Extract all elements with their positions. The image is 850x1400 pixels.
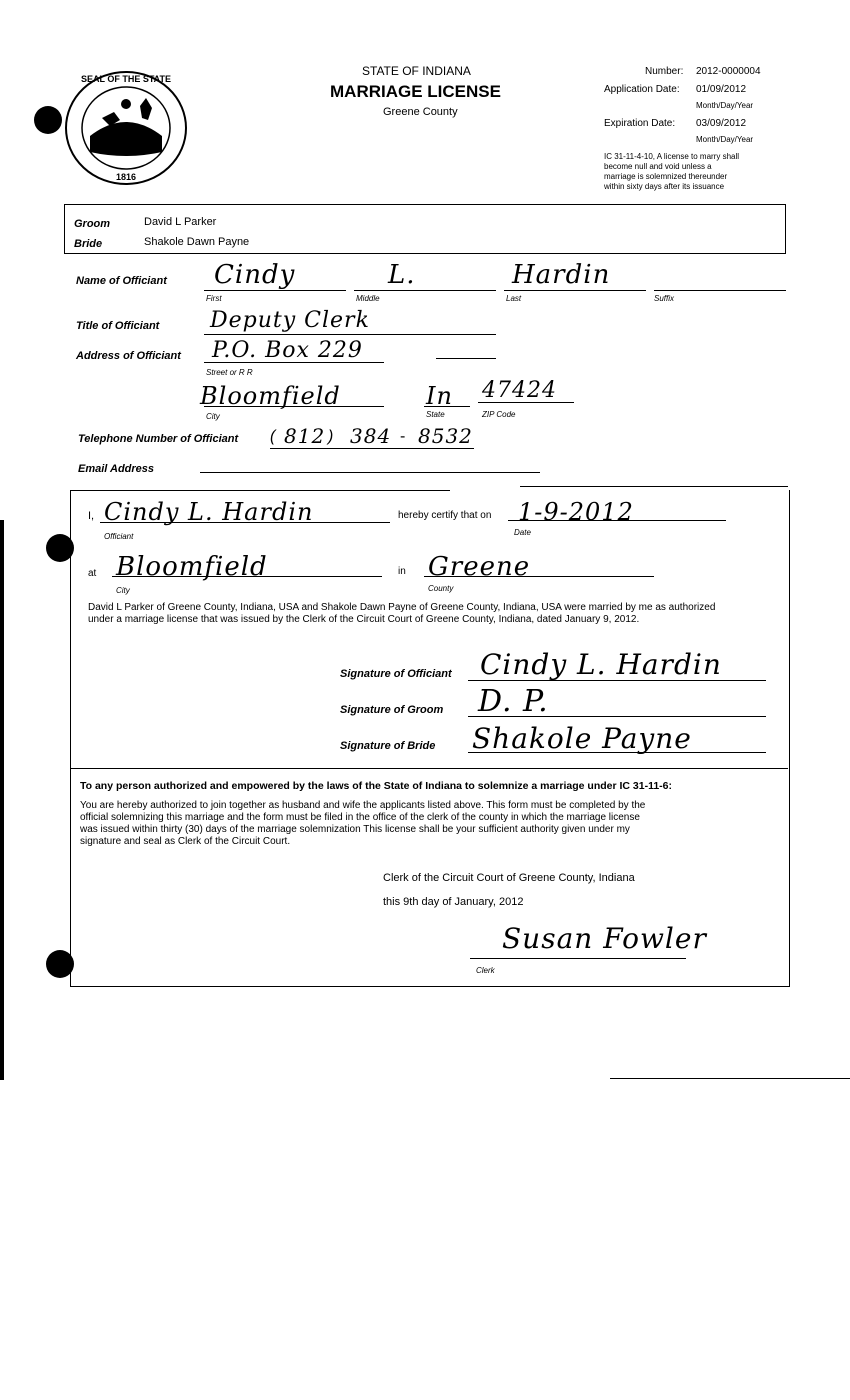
phone-open-paren: ( — [270, 428, 276, 445]
zip-handwritten: 47424 — [482, 378, 557, 403]
cert-city-handwritten: Bloomfield — [116, 552, 268, 582]
sig-officiant-handwritten: Cindy L. Hardin — [480, 648, 722, 681]
marriage-statement: David L Parker of Greene County, Indiana, USA and Shakole Dawn Payne of Greene County, Indiana, USA were married by me as authorized under a marriage license that was issued by the Clerk of the Circuit Court of Greene County, Indiana, dated January 9, 2012. — [88, 602, 716, 625]
ic-note: IC 31-11-4-10, A license to marry shall become null and void unless a marriage is solemnized thereunder within sixty days after its issuance — [604, 152, 740, 191]
email-label: Email Address — [78, 463, 155, 475]
license-number: 2012-0000004 — [696, 66, 761, 77]
cert-date-handwritten: 1-9-2012 — [518, 498, 634, 526]
state-handwritten: In — [426, 382, 453, 410]
bottom-scan-line — [610, 1078, 850, 1079]
bride-label: Bride — [74, 238, 103, 250]
certify-text: hereby certify that on — [398, 510, 492, 521]
street-label: Street or R R — [206, 368, 253, 377]
state-seal-icon — [62, 68, 190, 188]
address-handwritten: P.O. Box 229 — [212, 338, 363, 363]
left-edge-bar — [0, 520, 4, 1080]
cert-officiant-handwritten: Cindy L. Hardin — [104, 498, 314, 526]
at-label: at — [88, 568, 97, 579]
officiant-middle-handwritten: L. — [388, 260, 416, 290]
suffix-label: Suffix — [654, 294, 675, 303]
groom-label: Groom — [74, 218, 111, 230]
issue-day: this 9th day of January, 2012 — [383, 896, 524, 908]
groom-name: David L Parker — [144, 216, 217, 228]
phone-area-handwritten: 812 — [284, 424, 326, 448]
authorization-heading: To any person authorized and empowered by the laws of the State of Indiana to solemnize a marriage under IC 31-11-6: — [80, 780, 673, 792]
svg-text:1816: 1816 — [115, 172, 137, 182]
cert-city-label: City — [116, 586, 130, 595]
bride-name: Shakole Dawn Payne — [144, 236, 250, 248]
phone-label: Telephone Number of Officiant — [78, 433, 239, 445]
sig-groom-label: Signature of Groom — [340, 704, 444, 716]
i-label: I, — [88, 510, 95, 522]
title-label: Title of Officiant — [76, 320, 160, 332]
last-label: Last — [506, 294, 522, 303]
middle-label: Middle — [356, 294, 380, 303]
date-format-2: Month/Day/Year — [696, 135, 754, 144]
clerk-label: Clerk — [476, 966, 495, 975]
document-title: MARRIAGE LICENSE — [330, 82, 501, 101]
app-date: 01/09/2012 — [696, 84, 747, 95]
officiant-last-handwritten: Hardin — [512, 260, 611, 290]
cert-officiant-label: Officiant — [104, 532, 134, 541]
state-label: State — [426, 410, 445, 419]
officiant-name-label: Name of Officiant — [76, 275, 167, 287]
in-label: in — [398, 566, 406, 577]
punch-hole-top — [34, 106, 62, 134]
number-label: Number: — [645, 66, 684, 77]
phone-dash: - — [400, 428, 406, 445]
app-date-label: Application Date: — [604, 84, 680, 95]
county-heading: Greene County — [383, 106, 458, 118]
first-label: First — [206, 294, 222, 303]
clerk-of-court: Clerk of the Circuit Court of Greene County, Indiana — [383, 872, 635, 884]
officiant-first-handwritten: Cindy — [214, 260, 296, 290]
sig-officiant-label: Signature of Officiant — [340, 668, 452, 680]
phone-close-paren: ) — [328, 428, 334, 445]
state-heading: STATE OF INDIANA — [362, 64, 471, 78]
authorization-body: You are hereby authorized to join together as husband and wife the applicants listed above. This form must be completed by the official solemnizing this marriage and the form must be filed in the office of the clerk of the county in which the marriage license was issued within thirty (30) days of the marriage solemnization This license shall be your sufficient authority given under my signature and seal as Clerk of the Circuit Court. — [80, 800, 646, 847]
phone-line-handwritten: 8532 — [418, 424, 473, 448]
sig-groom-handwritten: D. P. — [478, 684, 549, 719]
cert-county-handwritten: Greene — [428, 552, 531, 582]
exp-date: 03/09/2012 — [696, 118, 747, 129]
city-label: City — [206, 412, 220, 421]
sig-bride-handwritten: Shakole Payne — [472, 722, 692, 755]
cert-county-label: County — [428, 584, 454, 593]
sig-bride-label: Signature of Bride — [340, 740, 436, 752]
exp-date-label: Expiration Date: — [604, 118, 676, 129]
svg-text:SEAL OF THE STATE: SEAL OF THE STATE — [80, 74, 172, 84]
address-label: Address of Officiant — [76, 350, 181, 362]
title-handwritten: Deputy Clerk — [210, 308, 370, 333]
zip-label: ZIP Code — [482, 410, 516, 419]
date-format-1: Month/Day/Year — [696, 101, 754, 110]
city-handwritten: Bloomfield — [200, 382, 341, 410]
phone-prefix-handwritten: 384 — [350, 424, 392, 448]
cert-date-label: Date — [514, 528, 531, 537]
clerk-signature-handwritten: Susan Fowler — [502, 922, 707, 955]
